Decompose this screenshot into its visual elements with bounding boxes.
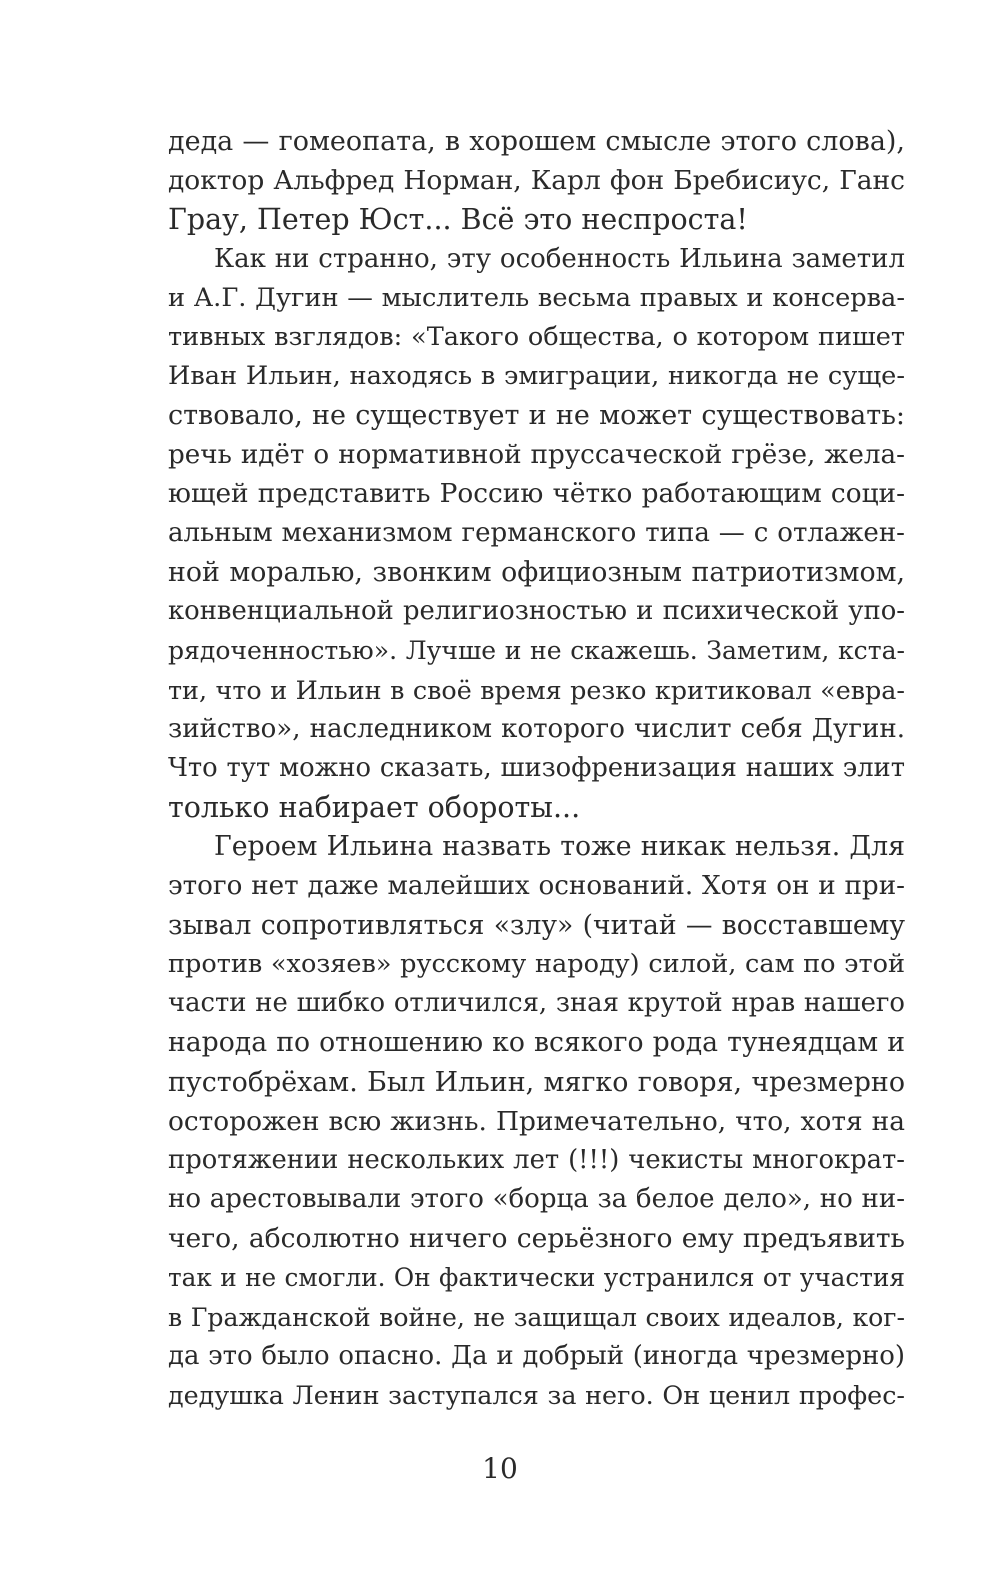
text-line: доктор Альфред Норман, Карл фон Бребисиус, Ганс xyxy=(168,165,905,197)
text-line: и А.Г. Дугин — мыслитель весьма правых и консерва- xyxy=(168,282,905,313)
text-line: пустобрёхам. Был Ильин, мягко говоря, чрезмерно xyxy=(168,1066,905,1098)
text-line: народа по отношению ко всякого рода тунеядцам и xyxy=(168,1027,905,1059)
text-line: этого нет даже малейших оснований. Хотя он и при- xyxy=(168,870,905,901)
text-line: так и не смогли. Он фактически устранился от участия xyxy=(168,1263,905,1293)
text-line: ной моралью, звонким официозным патриотизмом, xyxy=(168,557,905,589)
text-line: речь идёт о нормативной прусcаческой грёзе, жела- xyxy=(168,439,905,470)
text-line: только набирает обороты... xyxy=(168,791,581,825)
text-line: осторожен всю жизнь. Примечательно, что, хотя на xyxy=(168,1105,905,1137)
text-line: Иван Ильин, находясь в эмиграции, никогда не суще- xyxy=(168,361,905,392)
text-line: деда — гомеопата, в хорошем смысле этого слова), xyxy=(168,126,905,157)
text-line: зийство», наследником которого числит себя Дугин. xyxy=(168,713,905,744)
text-line: альным механизмом германского типа — с отлажен- xyxy=(168,517,905,548)
body-text xyxy=(168,122,905,1415)
text-line: ти, что и Ильин в своё время резко критиковал «евра- xyxy=(168,674,905,705)
paragraph-first-line: Как ни странно, эту особенность Ильина заметил xyxy=(214,243,905,274)
text-line: Грау, Петер Юст... Всё это неспроста! xyxy=(168,203,748,237)
text-line: ющей представить Россию чётко работающим соци- xyxy=(168,478,905,509)
text-line: дедушка Ленин заступался за него. Он ценил профес- xyxy=(168,1380,905,1410)
page-number: 10 xyxy=(482,1452,518,1485)
text-line: да это было опасно. Да и добрый (иногда чрезмерно) xyxy=(168,1340,905,1371)
text-line: Что тут можно сказать, шизофренизация наших элит xyxy=(168,753,905,783)
text-line: против «хозяев» русскому народу) силой, сам по этой xyxy=(168,948,905,979)
text-line: конвенциальной религиозностью и психической упо- xyxy=(168,596,905,627)
text-line: ствовало, не существует и не может существовать: xyxy=(168,400,905,432)
paragraph-first-line: Героем Ильина назвать тоже никак нельзя. Для xyxy=(214,831,905,863)
text-line: в Гражданской войне, не защищал своих идеалов, ког- xyxy=(168,1302,905,1332)
text-line: части не шибко отличился, зная крутой нрав нашего xyxy=(168,988,905,1019)
text-line: но арестовывали этого «борца за белое дело», но ни- xyxy=(168,1184,905,1215)
text-line: протяжении нескольких лет (!!!) чекисты многократ- xyxy=(168,1144,905,1175)
text-line: зывал сопротивляться «злу» (читай — восставшему xyxy=(168,909,905,941)
text-line: чего, абсолютно ничего серьёзного ему предъявить xyxy=(168,1223,905,1255)
text-line: тивных взглядов: «Такого общества, о котором пишет xyxy=(168,321,905,352)
text-line: рядоченностью». Лучше и не скажешь. Заметим, кста- xyxy=(168,636,905,666)
